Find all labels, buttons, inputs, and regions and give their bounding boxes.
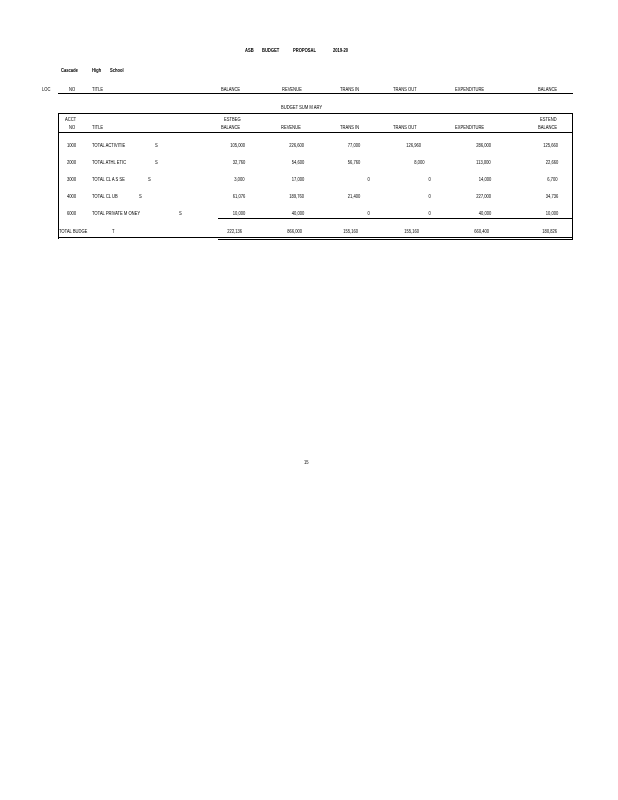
header-year: 2019-20: [333, 48, 349, 54]
row-trans-out: 0: [428, 194, 431, 200]
col-loc: LOC: [42, 87, 51, 93]
row-title-suffix: S: [148, 177, 151, 183]
sum-col-expenditure: EXPENDITURE: [455, 125, 485, 131]
row-title-suffix: S: [139, 194, 142, 200]
sum-col-trans-out: TRANS OUT: [393, 125, 417, 131]
row-trans-in: 0: [367, 177, 370, 183]
row-revenue: 54,600: [291, 160, 304, 166]
col-balance-2: BALANCE: [538, 87, 558, 93]
row-title: TOTAL ATHL ETIC: [92, 160, 127, 166]
col-title: TITLE: [92, 87, 104, 93]
row-end-balance: 22,660: [545, 160, 558, 166]
total-trans-in: 155,160: [343, 229, 358, 235]
total-bottom-rule-double: [218, 239, 573, 240]
col-revenue: REVENUE: [282, 87, 302, 93]
row-title-suffix: S: [155, 143, 158, 149]
row-trans-out: 126,960: [406, 143, 421, 149]
col-balance: BALANCE: [221, 87, 241, 93]
sum-col-acct: ACCT: [65, 117, 77, 123]
row-expenditure: 286,000: [476, 143, 491, 149]
sum-col-no: NO: [69, 125, 76, 131]
sum-col-revenue: REVENUE: [281, 125, 301, 131]
summary-title: BUDGET SUM M ARY: [281, 105, 323, 111]
total-end-balance: 180,826: [542, 229, 557, 235]
row-revenue: 17,000: [291, 177, 304, 183]
row-acct: 4000: [67, 194, 77, 200]
row-end-balance: 6,700: [547, 177, 558, 183]
page-number: 15: [304, 460, 309, 466]
total-separator-rule: [218, 218, 573, 219]
sum-col-balance-2: BALANCE: [538, 125, 558, 131]
row-title: TOTAL CL UB: [92, 194, 118, 200]
row-trans-in: 21,400: [347, 194, 360, 200]
row-expenditure: 14,000: [478, 177, 491, 183]
header-rule: [58, 93, 573, 94]
col-trans-in: TRANS IN: [340, 87, 360, 93]
row-beg-balance: 32,760: [232, 160, 245, 166]
row-expenditure: 40,000: [478, 211, 491, 217]
row-trans-out: 0: [428, 211, 431, 217]
sum-col-trans-in: TRANS IN: [340, 125, 360, 131]
row-trans-in: 77,000: [347, 143, 360, 149]
total-bottom-rule: [58, 237, 573, 238]
row-end-balance: 34,736: [545, 194, 558, 200]
col-no: NO: [69, 87, 76, 93]
total-label: TOTAL BUDGE: [59, 229, 88, 235]
header-org: ASB: [245, 48, 254, 54]
row-revenue: 189,760: [289, 194, 304, 200]
total-revenue: 866,000: [287, 229, 302, 235]
row-title-suffix: S: [155, 160, 158, 166]
row-end-balance: 125,660: [543, 143, 558, 149]
row-trans-out: 0: [428, 177, 431, 183]
row-acct: 6000: [67, 211, 77, 217]
row-trans-in: 56,760: [347, 160, 360, 166]
sum-col-balance: BALANCE: [221, 125, 241, 131]
col-expenditure: EXPENDITURE: [455, 87, 485, 93]
row-trans-in: 0: [367, 211, 370, 217]
total-beg-balance: 222,136: [227, 229, 242, 235]
col-trans-out: TRANS OUT: [393, 87, 417, 93]
header-budget: BUDGET: [262, 48, 280, 54]
row-revenue: 226,600: [289, 143, 304, 149]
row-beg-balance: 10,000: [232, 211, 245, 217]
school-name-2: High: [92, 68, 102, 74]
row-beg-balance: 3,000: [234, 177, 245, 183]
summary-header-rule: [58, 132, 573, 133]
row-title-suffix: S: [179, 211, 182, 217]
sum-col-estbeg: ESTBEG: [224, 117, 241, 123]
row-expenditure: 227,000: [476, 194, 491, 200]
row-title: TOTAL CL A S SE: [92, 177, 125, 183]
row-beg-balance: 61,076: [232, 194, 245, 200]
total-label-suffix: T: [112, 229, 115, 235]
row-end-balance: 10,000: [545, 211, 558, 217]
sum-col-estend: ESTEND: [540, 117, 557, 123]
row-acct: 3000: [67, 177, 77, 183]
row-title: TOTAL ACTIVITIE: [92, 143, 126, 149]
row-expenditure: 113,000: [476, 160, 491, 166]
row-acct: 2000: [67, 160, 77, 166]
row-title: TOTAL PRIVATE M ONEY: [92, 211, 141, 217]
header-proposal: PROPOSAL: [293, 48, 317, 54]
row-beg-balance: 105,000: [230, 143, 245, 149]
summary-top-rule: [58, 113, 573, 114]
row-trans-out: 8,000: [414, 160, 425, 166]
school-name-1: Cascade: [61, 68, 78, 74]
total-trans-out: 155,160: [404, 229, 419, 235]
total-expenditure: 660,400: [474, 229, 489, 235]
school-name-3: School: [110, 68, 124, 74]
row-revenue: 40,000: [291, 211, 304, 217]
row-acct: 1000: [67, 143, 77, 149]
sum-col-title: TITLE: [92, 125, 104, 131]
